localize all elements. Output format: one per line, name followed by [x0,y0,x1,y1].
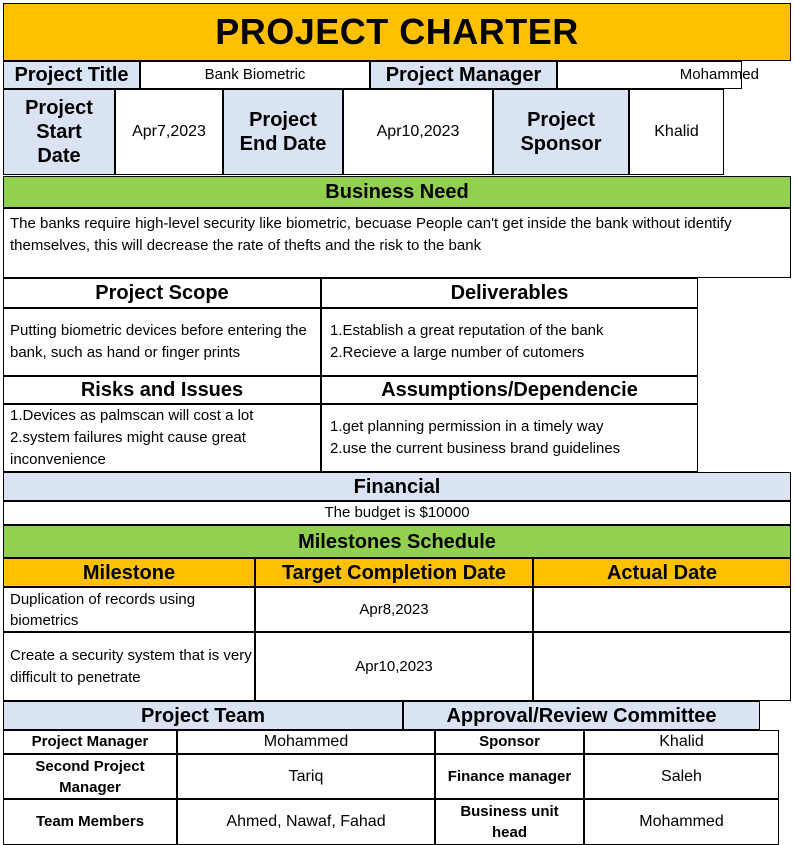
project-manager-label: Project Manager [370,61,557,89]
risks-text: 1.Devices as palmscan will cost a lot 2.system failures might cause great inconvenience [3,404,321,472]
risks-heading: Risks and Issues [3,376,321,404]
committee-finance-label: Finance manager [435,754,584,799]
committee-sponsor-value: Khalid [584,730,779,754]
end-date-label: Project End Date [223,89,343,175]
assumptions-heading: Assumptions/Dependencie [321,376,698,404]
milestone-row-2-target: Apr10,2023 [255,632,533,701]
committee-heading: Approval/Review Committee [403,701,760,730]
actual-date-col-header: Actual Date [533,558,791,587]
milestones-heading: Milestones Schedule [3,525,791,558]
team-members-label: Team Members [3,799,177,845]
milestone-row-2-actual [533,632,791,701]
business-need-heading: Business Need [3,176,791,208]
project-scope-heading: Project Scope [3,278,321,308]
project-title-value: Bank Biometric [140,61,370,89]
start-date-value: Apr7,2023 [115,89,223,175]
team-pm-value: Mohammed [177,730,435,754]
milestone-col-header: Milestone [3,558,255,587]
target-date-col-header: Target Completion Date [255,558,533,587]
team-spm-label: Second Project Manager [3,754,177,799]
project-manager-value-text: Mohammed [679,66,759,83]
milestone-row-2-name: Create a security system that is very difficult to penetrate [3,632,255,701]
milestone-row-1-actual [533,587,791,632]
end-date-value: Apr10,2023 [343,89,493,175]
committee-bu-label: Business unit head [435,799,584,845]
milestone-row-1-name: Duplication of records using biometrics [3,587,255,632]
project-scope-text: Putting biometric devices before entering the bank, such as hand or finger prints [3,308,321,376]
deliverables-heading: Deliverables [321,278,698,308]
team-pm-label: Project Manager [3,730,177,754]
project-manager-value [557,61,759,89]
milestone-row-1-target: Apr8,2023 [255,587,533,632]
page-title: PROJECT CHARTER [3,3,791,61]
team-members-value: Ahmed, Nawaf, Fahad [177,799,435,845]
sponsor-label: Project Sponsor [493,89,629,175]
team-spm-value: Tariq [177,754,435,799]
start-date-label: Project Start Date [3,89,115,175]
project-title-label: Project Title [3,61,140,89]
committee-finance-value: Saleh [584,754,779,799]
assumptions-text: 1.get planning permission in a timely way 2.use the current business brand guidelines [321,404,698,472]
project-team-heading: Project Team [3,701,403,730]
sponsor-value: Khalid [629,89,724,175]
financial-heading: Financial [3,472,791,501]
committee-sponsor-label: Sponsor [435,730,584,754]
committee-bu-value: Mohammed [584,799,779,845]
deliverables-text: 1.Establish a great reputation of the bank 2.Recieve a large number of cutomers [321,308,698,376]
financial-text: The budget is $10000 [3,501,791,525]
business-need-text: The banks require high-level security like biometric, becuase People can't get inside the bank without identify themselves, this will decrease the rate of thefts and the risk to the bank [3,208,791,278]
